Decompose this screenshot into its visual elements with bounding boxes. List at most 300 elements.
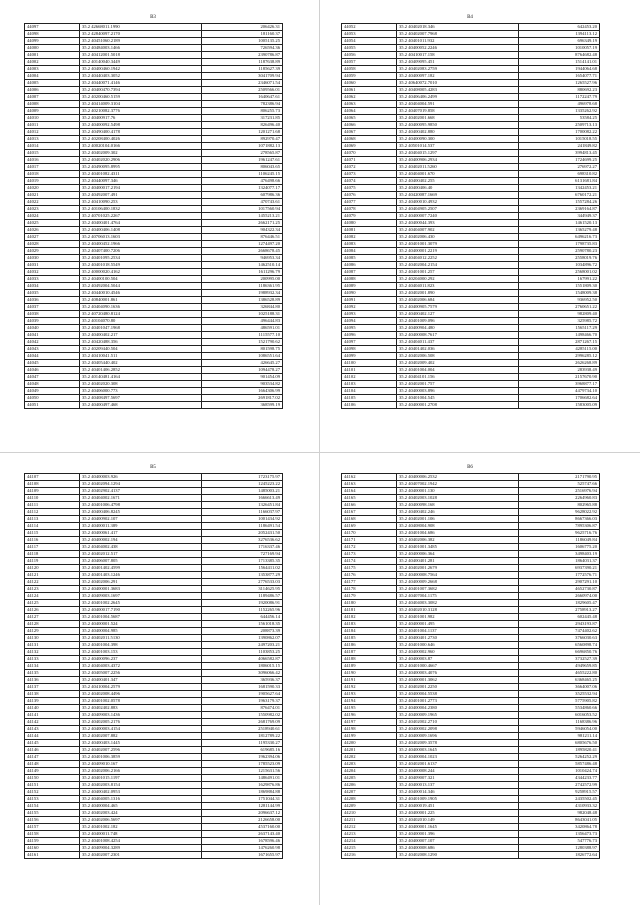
row-key: 35.2 40408497.5697: [80, 395, 202, 402]
table-row: [342, 227, 600, 234]
row-id: 44023: [25, 206, 80, 213]
table-row: [342, 381, 600, 388]
row-id: 44132: [25, 649, 80, 656]
row-id: 44113: [25, 516, 80, 523]
table-row: [342, 192, 600, 199]
row-key: 35.2 40402902.4137: [80, 488, 202, 495]
row-value: 1944064.68: [519, 66, 600, 73]
row-key: 35.2 40401001.2773: [397, 698, 519, 705]
row-key: 35.2 40404012.2252: [397, 255, 519, 262]
table-row: [342, 332, 600, 339]
row-key: 35.2 40420087.1669: [397, 192, 519, 199]
table-row: [25, 234, 283, 241]
row-key: 35.2 40400009.1965: [397, 712, 519, 719]
row-value: 698310.82: [519, 171, 600, 178]
row-value: 8667366.03: [519, 516, 600, 523]
table-row: [25, 360, 283, 367]
row-value: 6368465.25: [519, 677, 600, 684]
row-id: 44212: [342, 824, 397, 831]
table-row: [342, 579, 600, 586]
row-key: 35.2 40706013.1603: [80, 234, 202, 241]
row-value: 1281144.99: [202, 803, 283, 810]
row-id: 44187: [342, 649, 397, 656]
row-key: 35.2 40400406.1408: [80, 227, 202, 234]
row-id: 44192: [342, 684, 397, 691]
row-key: 35.2 40410090.253: [80, 199, 202, 206]
row-key: 35.2 40400904.480: [397, 325, 519, 332]
table-row: [342, 248, 600, 255]
row-key: 35.2 40400011.389: [80, 523, 202, 530]
row-key: 35.2 40405440.402: [80, 360, 202, 367]
row-value: 727169.94: [202, 551, 283, 558]
table-row: [25, 318, 283, 325]
row-value: 476498.66: [202, 178, 283, 185]
row-id: 44006: [25, 87, 80, 94]
row-key: 35.2 40402011.5260: [397, 164, 519, 171]
row-key: 35.2 40410004.2579: [80, 684, 202, 691]
table-row: [25, 670, 283, 677]
row-id: 44017: [25, 164, 80, 171]
table-row: [25, 516, 283, 523]
table-row: [342, 234, 600, 241]
row-key: 35.2 40400003.87: [397, 656, 519, 663]
table-row: [342, 614, 600, 621]
table-row: [342, 656, 600, 663]
row-key: 35.2 40484003.1466: [80, 45, 202, 52]
row-value: 200995.00: [202, 276, 283, 283]
table-row: [342, 733, 600, 740]
row-id: 44082: [342, 234, 397, 241]
row-value: 1700082.22: [519, 129, 600, 136]
row-value: 876474.01: [202, 705, 283, 712]
row-key: 35.2 40407019.858: [397, 108, 519, 115]
row-key: 35.2 40000020.4162: [80, 269, 202, 276]
row-value: 365936.37: [202, 677, 283, 684]
table-row: [25, 754, 283, 761]
row-value: 1869884.88: [202, 789, 283, 796]
row-id: 44096: [342, 332, 397, 339]
table-row: [25, 656, 283, 663]
row-value: 4655222.80: [519, 670, 600, 677]
row-id: 44194: [342, 698, 397, 705]
panel-title: B6: [467, 465, 473, 470]
row-key: 35.2 40400009.2668: [397, 579, 519, 586]
table-row: [25, 817, 283, 824]
row-value: 936952.50: [519, 297, 600, 304]
row-key: 35.2 40409004.3289: [80, 845, 202, 852]
table-row: [25, 185, 283, 192]
table-row: [342, 269, 600, 276]
row-value: 1798735.83: [519, 241, 600, 248]
table-row: [342, 262, 600, 269]
row-id: 44149: [25, 768, 80, 775]
row-id: 44022: [25, 199, 80, 206]
row-id: 44080: [342, 220, 397, 227]
row-value: 6016053.52: [519, 712, 600, 719]
row-value: 602445.48: [519, 614, 600, 621]
row-key: 35.2 40407004.1175: [397, 593, 519, 600]
row-id: 44001: [25, 52, 80, 59]
row-id: 44173: [342, 551, 397, 558]
table-row: [25, 481, 283, 488]
row-key: 35.2 40404090.1636: [80, 304, 202, 311]
row-value: 1611296.79: [202, 269, 283, 276]
row-value: 1895820.41: [519, 747, 600, 754]
table-row: [25, 248, 283, 255]
row-id: 44030: [25, 255, 80, 262]
row-id: 44169: [342, 523, 397, 530]
row-key: 35.2 40490095.8995: [80, 164, 202, 171]
row-id: 44145: [25, 740, 80, 747]
row-value: 3968877.17: [519, 381, 600, 388]
table-row: [342, 768, 600, 775]
row-id: 44216: [342, 852, 397, 859]
row-value: 4479734.10: [519, 388, 600, 395]
table-row: [25, 719, 283, 726]
row-value: 2681769.09: [202, 719, 283, 726]
row-key: 35.2 40400092.5498: [80, 122, 202, 129]
table-row: [25, 115, 283, 122]
table-row: [342, 199, 600, 206]
table-row: [342, 346, 600, 353]
row-id: 44008: [25, 101, 80, 108]
row-value: 806043.65: [202, 164, 283, 171]
row-id: 44148: [25, 761, 80, 768]
row-key: 35.2 40401002.2645: [80, 600, 202, 607]
row-value: 2264960.83: [519, 495, 600, 502]
row-key: 35.2 40209440.504: [80, 346, 202, 353]
row-key: 35.2 40401082.4311: [80, 171, 202, 178]
row-value: 9628022.92: [519, 509, 600, 516]
row-value: 1394113.12: [519, 31, 600, 38]
row-key: 35.2 40400406.40: [397, 185, 519, 192]
row-key: 35.2 40407400.7206: [80, 248, 202, 255]
table-row: [25, 551, 283, 558]
table-row: [342, 66, 600, 73]
row-key: 35.2 40400401.281: [397, 558, 519, 565]
row-id: 44164: [342, 488, 397, 495]
table-row: [342, 402, 600, 409]
table-row: [25, 269, 283, 276]
row-id: 44005: [25, 80, 80, 87]
row-id: 44119: [25, 558, 80, 565]
row-value: 3498403.19: [519, 551, 600, 558]
row-value: 2660974.00: [519, 593, 600, 600]
row-id: 44072: [342, 164, 397, 171]
row-value: 1342453.21: [519, 185, 600, 192]
row-value: 5775905.82: [519, 698, 600, 705]
row-id: 44093: [342, 311, 397, 318]
row-id: 44198: [342, 726, 397, 733]
row-id: 44157: [25, 824, 80, 831]
table-row: [25, 852, 283, 859]
row-value: 1723175.97: [202, 474, 283, 481]
row-value: 426645.27: [202, 360, 283, 367]
table-row: [25, 94, 283, 101]
row-id: 44106: [342, 402, 397, 409]
row-key: 35.2 40401000.646: [397, 642, 519, 649]
table-row: [342, 59, 600, 66]
row-key: 35.2 40210082.3776: [80, 108, 202, 115]
table-row: [25, 509, 283, 516]
row-key: 35.2 42668011.1990: [80, 24, 202, 31]
row-value: 1521790.62: [202, 339, 283, 346]
row-value: 496978.68: [519, 101, 600, 108]
row-key: 35.2 40400402.880: [397, 129, 519, 136]
table-row: [25, 768, 283, 775]
row-key: 35.2 40400905.7579: [397, 304, 519, 311]
row-value: 1185627.39: [202, 66, 283, 73]
table-row: [342, 502, 600, 509]
row-key: 35.2 40401002.0578: [80, 698, 202, 705]
row-id: 44183: [342, 621, 397, 628]
row-id: 44002: [25, 59, 80, 66]
row-value: 982809.40: [519, 311, 600, 318]
row-value: 1265527.96: [519, 80, 600, 87]
row-key: 35.2 40409095.451: [397, 59, 519, 66]
table-row: [25, 663, 283, 670]
table-row: [342, 719, 600, 726]
row-key: 35.2 40401004.686: [397, 530, 519, 537]
row-key: 35.2 40401009.096: [397, 318, 519, 325]
row-id: 44213: [342, 831, 397, 838]
table-row: [25, 122, 283, 129]
table-row: [342, 101, 600, 108]
row-id: 44100: [342, 360, 397, 367]
row-key: 35.2 40400052.2246: [397, 45, 519, 52]
row-id: 44159: [25, 838, 80, 845]
row-value: 181160.37: [202, 31, 283, 38]
row-id: 44029: [25, 248, 80, 255]
row-key: 35.2 40640072.7010: [397, 80, 519, 87]
table-row: [342, 255, 600, 262]
row-key: 35.2 40400096.237: [80, 656, 202, 663]
row-value: 1550982.02: [202, 712, 283, 719]
row-id: 44083: [342, 241, 397, 248]
row-value: 283938.49: [519, 367, 600, 374]
table-row: [25, 52, 283, 59]
row-value: 2435502.45: [519, 796, 600, 803]
row-key: 35.2 40400402.217: [80, 332, 202, 339]
table-row: [25, 488, 283, 495]
table-row: [342, 558, 600, 565]
table-row: [25, 824, 283, 831]
row-key: 35.2 40400013.137: [397, 782, 519, 789]
row-key: 35.2 40404003.4372: [80, 663, 202, 670]
row-value: 2871267.15: [519, 339, 600, 346]
row-key: 35.2 40400008.7564: [397, 572, 519, 579]
row-id: 44089: [342, 283, 397, 290]
row-key: 35.2 40400402.127: [397, 311, 519, 318]
table-row: [25, 164, 283, 171]
data-table: [341, 23, 600, 409]
row-key: 35.2 40400061.417: [80, 530, 202, 537]
row-id: 44142: [25, 719, 80, 726]
row-value: 642453.20: [519, 24, 600, 31]
row-value: 1461520.13: [519, 220, 600, 227]
row-value: 619685.16: [202, 747, 283, 754]
row-id: 44188: [342, 656, 397, 663]
table-row: [25, 367, 283, 374]
table-row: [342, 80, 600, 87]
row-id: 44099: [25, 38, 80, 45]
row-id: 44137: [25, 684, 80, 691]
table-row: [342, 565, 600, 572]
row-value: 2662171.25: [202, 220, 283, 227]
row-key: 35.2 40440010.4546: [80, 290, 202, 297]
row-value: 1086551.64: [202, 353, 283, 360]
row-id: 44105: [342, 395, 397, 402]
table-row: [342, 642, 600, 649]
row-key: 35.2 40400001.495: [397, 621, 519, 628]
row-value: 2637143.40: [202, 831, 283, 838]
row-key: 35.2 40420488.356: [80, 339, 202, 346]
table-row: [25, 339, 283, 346]
row-key: 35.2 40400004.5538: [397, 691, 519, 698]
row-value: 1963179.37: [202, 698, 283, 705]
row-value: 2626268.89: [519, 360, 600, 367]
row-id: 44206: [342, 782, 397, 789]
table-row: [25, 157, 283, 164]
row-key: 35.2 40402009.3578: [397, 740, 519, 747]
row-id: 44038: [25, 311, 80, 318]
row-key: 35.2 40401403.1246: [80, 572, 202, 579]
row-id: 44076: [342, 192, 397, 199]
table-row: [342, 241, 600, 248]
row-key: 35.2 40400002.194: [80, 537, 202, 544]
table-row: [342, 852, 600, 859]
table-row: [25, 45, 283, 52]
row-id: 44052: [342, 24, 397, 31]
row-id: 44111: [25, 502, 80, 509]
row-key: 35.2 40400001.130: [397, 488, 519, 495]
row-value: 1103853.25: [202, 649, 283, 656]
table-row: [342, 45, 600, 52]
row-value: 1724699.25: [519, 157, 600, 164]
row-value: 9625716.76: [519, 530, 600, 537]
row-id: 44175: [342, 565, 397, 572]
row-id: 44163: [342, 481, 397, 488]
row-id: 44059: [342, 73, 397, 80]
table-row: [25, 747, 283, 754]
row-key: 35.2 40400008.244: [397, 768, 519, 775]
row-value: 696349.19: [519, 38, 600, 45]
row-key: 35.2 40409010.167: [80, 761, 202, 768]
row-value: 1017560.94: [202, 206, 283, 213]
row-value: 3114625.95: [202, 586, 283, 593]
row-value: 1498466.70: [519, 332, 600, 339]
panel-title: B3: [150, 15, 156, 20]
row-id: 44088: [342, 276, 397, 283]
row-key: 35.2 40400090.300: [397, 136, 519, 143]
row-id: 44114: [25, 523, 80, 530]
row-key: 35.2 40404001.670: [397, 171, 519, 178]
row-key: 35.2 40492007.491: [80, 192, 202, 199]
panel-b5: [24, 462, 282, 859]
row-key: 35.2 42840097.2170: [80, 31, 202, 38]
row-key: 35.2 40400003.926: [80, 474, 202, 481]
table-row: [25, 537, 283, 544]
row-value: 2126658.00: [202, 817, 283, 824]
row-key: 35.2 40492004.5044: [80, 283, 202, 290]
row-value: 6131681.84: [519, 178, 600, 185]
row-value: 880692.23: [519, 87, 600, 94]
table-row: [25, 474, 283, 481]
table-row: [342, 178, 600, 185]
table-row: [342, 136, 600, 143]
row-id: 44152: [25, 789, 80, 796]
row-value: 2390786.87: [202, 52, 283, 59]
row-key: 35.2 40402006.508: [397, 353, 519, 360]
row-id: 44065: [342, 115, 397, 122]
row-key: 35.2 40402001.757: [397, 381, 519, 388]
table-row: [342, 677, 600, 684]
row-key: 35.2 40402010.3128: [397, 607, 519, 614]
row-value: 368599.19: [202, 402, 283, 409]
table-row: [342, 670, 600, 677]
table-row: [25, 579, 283, 586]
row-id: 44056: [342, 52, 397, 59]
table-row: [25, 150, 283, 157]
row-id: 44043: [25, 346, 80, 353]
row-id: 44085: [342, 255, 397, 262]
row-value: 2509566.01: [202, 87, 283, 94]
panel-b6: [341, 462, 599, 859]
row-value: 2943193.87: [519, 621, 600, 628]
row-value: 904322.34: [202, 227, 283, 234]
row-key: 35.2 40402004.2154: [397, 262, 519, 269]
row-value: 1166037.97: [202, 509, 283, 516]
table-row: [342, 838, 600, 845]
row-id: 44039: [25, 318, 80, 325]
row-key: 35.2 40400008.7617: [397, 332, 519, 339]
row-value: 1152265.96: [202, 607, 283, 614]
table-row: [342, 831, 600, 838]
row-id: 44053: [342, 31, 397, 38]
table-row: [25, 59, 283, 66]
row-value: 8764682.48: [519, 52, 600, 59]
row-id: 44033: [25, 276, 80, 283]
row-id: 44146: [25, 747, 80, 754]
table-row: [25, 241, 283, 248]
row-id: 44135: [25, 670, 80, 677]
table-row: [342, 164, 600, 171]
row-value: 1356473.73: [519, 831, 600, 838]
row-key: 35.2 40401006.4798: [80, 502, 202, 509]
row-key: 35.2 40410041.511: [80, 353, 202, 360]
table-row: [342, 712, 600, 719]
row-key: 35.2 40412001.5018: [80, 52, 202, 59]
row-id: 44182: [342, 614, 397, 621]
row-id: 44207: [342, 789, 397, 796]
table-row: [25, 262, 283, 269]
row-value: 2509713.13: [519, 122, 600, 129]
row-id: 44097: [25, 24, 80, 31]
row-key: 35.2 40404015.1297: [397, 150, 519, 157]
row-id: 44122: [25, 579, 80, 586]
row-key: 35.2 40404011.437: [397, 339, 519, 346]
row-id: 44018: [25, 171, 80, 178]
row-value: 1864031.37: [519, 558, 600, 565]
table-row: [25, 283, 283, 290]
row-value: 1557284.26: [519, 199, 600, 206]
table-row: [25, 87, 283, 94]
row-value: 2558019.76: [519, 255, 600, 262]
row-id: 44070: [342, 150, 397, 157]
table-row: [342, 213, 600, 220]
row-id: 44196: [342, 712, 397, 719]
row-key: 35.2 40400004.1023: [397, 754, 519, 761]
